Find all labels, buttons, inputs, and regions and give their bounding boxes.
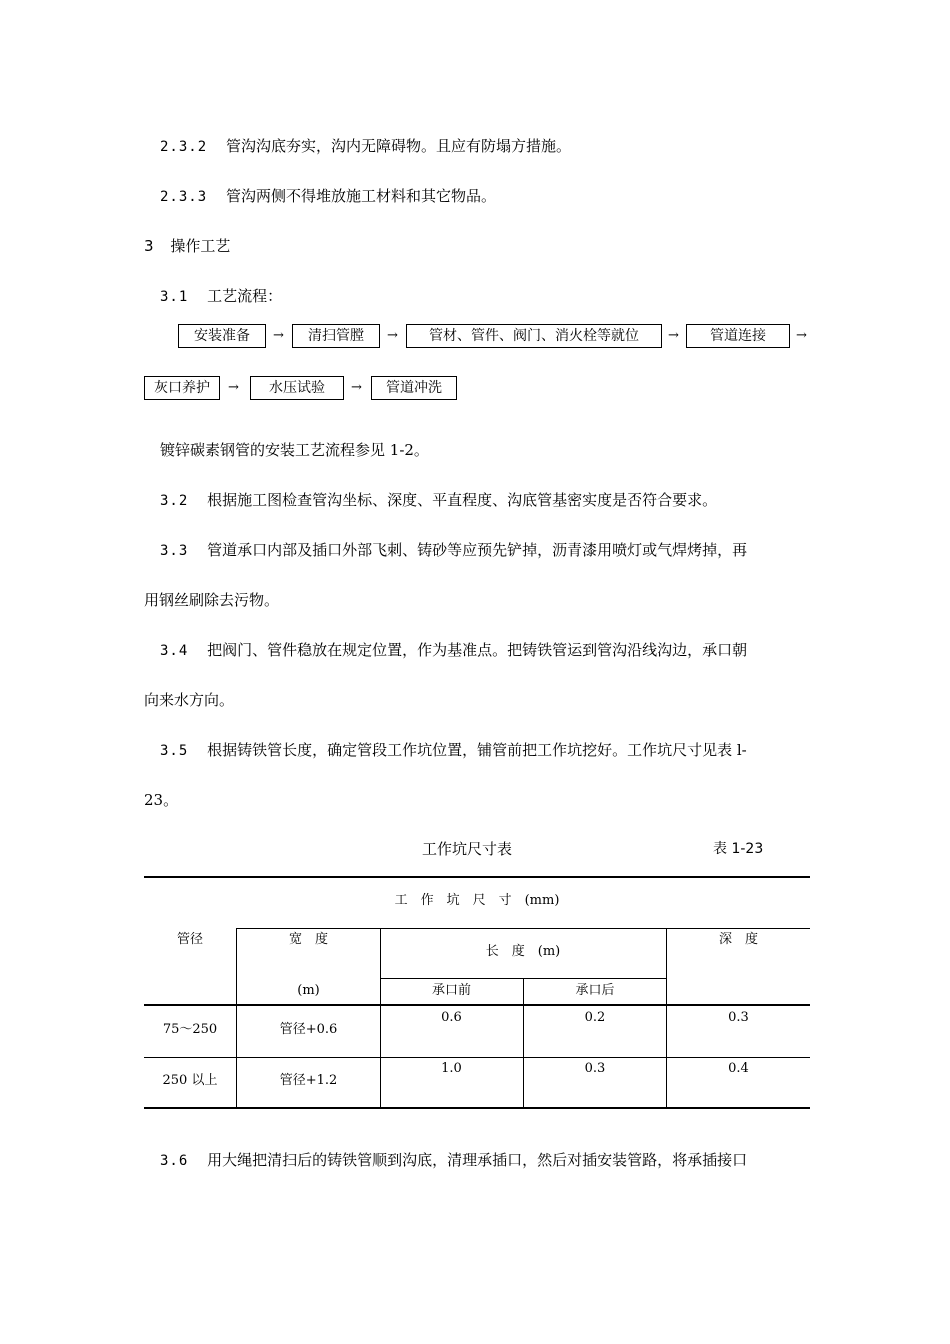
paragraph-text: 管道承口内部及插口外部飞刺、铸砂等应预先铲掉，沥青漆用喷灯或气焊烤掉，再 [207, 541, 748, 559]
paragraph-text: 根据铸铁管长度，确定管段工作坑位置，铺管前把工作坑挖好。工作坑尺寸见表 l- [207, 741, 747, 759]
table-header-length: 长 度 (m) [485, 944, 561, 959]
paragraph-text: 用大绳把清扫后的铸铁管顺到沟底，清理承插口，然后对插安装管路，将承插接口 [207, 1151, 748, 1169]
table-top-rule [144, 876, 810, 878]
table-title: 工作坑尺寸表 [422, 840, 513, 858]
table-cell-depth: 0.3 [728, 1010, 749, 1025]
flow-arrow: → [273, 328, 284, 343]
table-header-pipe: 管径 [176, 932, 203, 947]
paragraph-3-4-continued: 向来水方向。 [144, 691, 235, 709]
section-number: 3.5 [160, 743, 189, 759]
flow-step-pressure-test: 水压试验 [250, 376, 344, 400]
table-header-depth: 深 度 [718, 932, 758, 947]
flow-arrow: → [668, 328, 679, 343]
paragraph-text: 管沟沟底夯实，沟内无障碍物。且应有防塌方措施。 [225, 137, 571, 155]
paragraph-3-5 [160, 740, 747, 761]
table-header-width-unit: (m) [297, 983, 320, 998]
table-cell-pipe: 75～250 [162, 1022, 218, 1037]
section-number: 3.1 [160, 289, 189, 305]
paragraph-text: 根据施工图检查管沟坐标、深度、平直程度、沟底管基密实度是否符合要求。 [207, 491, 718, 509]
flow-arrow: → [228, 380, 239, 395]
paragraph-2-3-3 [160, 186, 496, 207]
table-header-width: 宽 度 [288, 932, 328, 947]
flow-arrow: → [351, 380, 362, 395]
paragraph-galvanized-note: 镀锌碳素钢管的安装工艺流程参见 1-2。 [160, 441, 429, 459]
table-rule [144, 1057, 810, 1058]
flow-step-connect: 管道连接 [686, 324, 790, 348]
flow-step-position: 管材、管件、阀门、消火栓等就位 [406, 324, 662, 348]
flow-step-clean: 清扫管膛 [292, 324, 380, 348]
paragraph-3-6 [160, 1150, 747, 1171]
paragraph-text: 把阀门、管件稳放在规定位置，作为基准点。把铸铁管运到管沟沿线沟边，承口朝 [207, 641, 748, 659]
table-cell-width: 管径+0.6 [279, 1022, 338, 1037]
table-header-top: 工 作 坑 尺 寸 (mm) [394, 893, 560, 908]
paragraph-text: 管沟两侧不得堆放施工材料和其它物品。 [225, 187, 496, 205]
table-cell-after: 0.2 [584, 1010, 606, 1025]
flow-arrow: → [387, 328, 398, 343]
flow-step-flush: 管道冲洗 [371, 376, 457, 400]
table-cell-before: 0.6 [441, 1010, 462, 1025]
paragraph-3-4 [160, 640, 747, 661]
section-number: 3 [144, 237, 154, 255]
table-cell-before: 1.0 [441, 1061, 462, 1076]
section-number: 3.4 [160, 643, 189, 659]
paragraph-3-3-continued: 用钢丝刷除去污物。 [144, 591, 280, 609]
table-subheader-before: 承口前 [431, 983, 471, 998]
section-heading-3 [144, 236, 230, 256]
table-cell-pipe: 250 以上 [162, 1073, 218, 1088]
section-number: 3.2 [160, 493, 189, 509]
paragraph-3-2 [160, 490, 717, 511]
flow-arrow: → [796, 328, 807, 343]
paragraph-3-5-continued: 23。 [144, 791, 179, 809]
section-title: 操作工艺 [170, 237, 231, 255]
table-cell-after: 0.3 [584, 1061, 606, 1076]
section-number: 3.3 [160, 543, 189, 559]
table-rule [237, 928, 810, 929]
table-bottom-rule [144, 1107, 810, 1109]
table-number: 表 1-23 [713, 841, 764, 857]
flow-step-curing: 灰口养护 [144, 376, 220, 400]
section-number: 3.6 [160, 1153, 189, 1169]
paragraph-3-1 [160, 286, 282, 307]
table-header-rule [144, 1004, 810, 1006]
table-subheader-after: 承口后 [575, 983, 615, 998]
paragraph-3-3 [160, 540, 747, 561]
section-number: 2.3.2 [160, 139, 208, 155]
paragraph-2-3-2 [160, 136, 571, 157]
paragraph-text: 工艺流程： [207, 287, 283, 305]
table-cell-width: 管径+1.2 [279, 1073, 338, 1088]
section-number: 2.3.3 [160, 189, 208, 205]
table-cell-depth: 0.4 [728, 1061, 749, 1076]
flow-step-prepare: 安装准备 [178, 324, 266, 348]
